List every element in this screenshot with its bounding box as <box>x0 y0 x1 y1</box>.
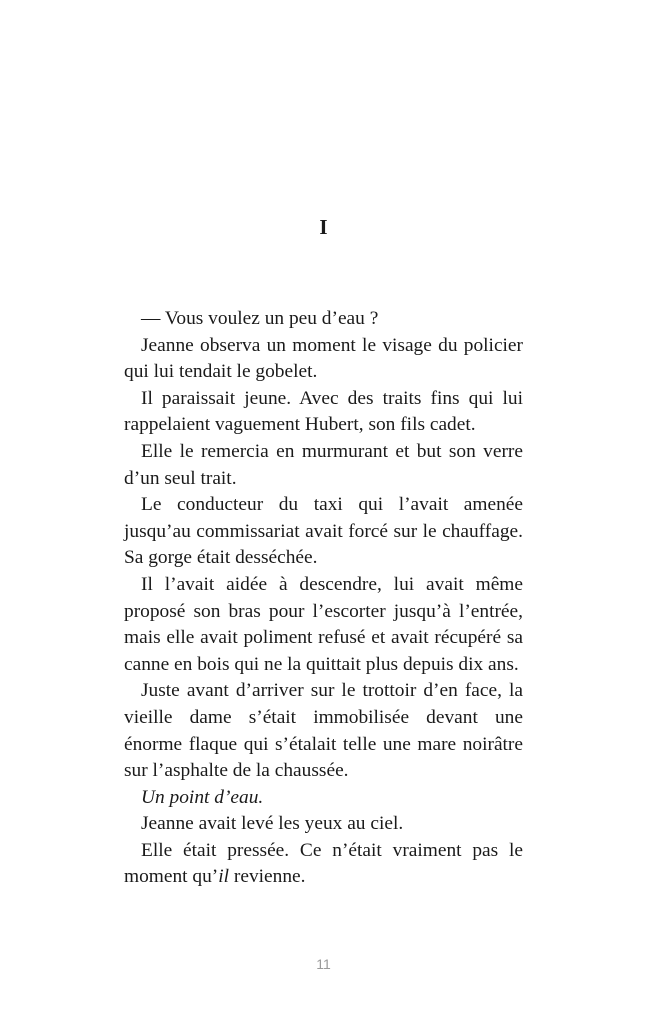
paragraph <box>124 386 523 439</box>
chapter-title: I <box>319 215 328 239</box>
text-span: Il l’avait aidée à descendre, lui avait même proposé son bras pour l’escorter jusqu’à l’entrée, mais elle avait poliment refusé et avait récupéré sa canne en bois qui ne la quittait plus depuis dix ans. <box>124 573 523 675</box>
paragraph <box>124 785 523 812</box>
text-span: revienne. <box>229 866 306 888</box>
text-span: Le conducteur du taxi qui l’avait amenée jusqu’au commissariat avait forcé sur le chauffage. Sa gorge était desséchée. <box>124 494 523 569</box>
text-span: Il paraissait jeune. Avec des traits fins qui lui rappelaient vaguement Hubert, son fils cadet. <box>124 387 523 436</box>
paragraph <box>124 678 523 784</box>
text-span: Juste avant d’arriver sur le trottoir d’en face, la vieille dame s’était immobilisée devant une énorme flaque qui s’étalait telle une mare noirâtre sur l’asphalte de la chaussée. <box>124 680 523 782</box>
text-span: Jeanne avait levé les yeux au ciel. <box>141 813 404 835</box>
text-span: Elle était pressée. Ce n’était vraiment pas le moment qu’ <box>124 839 523 888</box>
paragraph <box>124 492 523 572</box>
body-text <box>124 306 523 891</box>
italic-text: Un point d’eau. <box>141 786 264 808</box>
italic-text: il <box>218 866 230 888</box>
text-span: Jeanne observa un moment le visage du policier qui lui tendait le gobelet. <box>124 334 523 383</box>
paragraph <box>124 439 523 492</box>
paragraph <box>124 838 523 891</box>
text-span: — Vous voulez un peu d’eau ? <box>141 308 379 329</box>
text-span: Elle le remercia en murmurant et but son verre d’un seul trait. <box>124 440 523 489</box>
paragraph <box>124 306 523 333</box>
paragraph <box>124 333 523 386</box>
paragraph <box>124 811 523 838</box>
paragraph <box>124 572 523 678</box>
page-number: 11 <box>316 956 331 972</box>
